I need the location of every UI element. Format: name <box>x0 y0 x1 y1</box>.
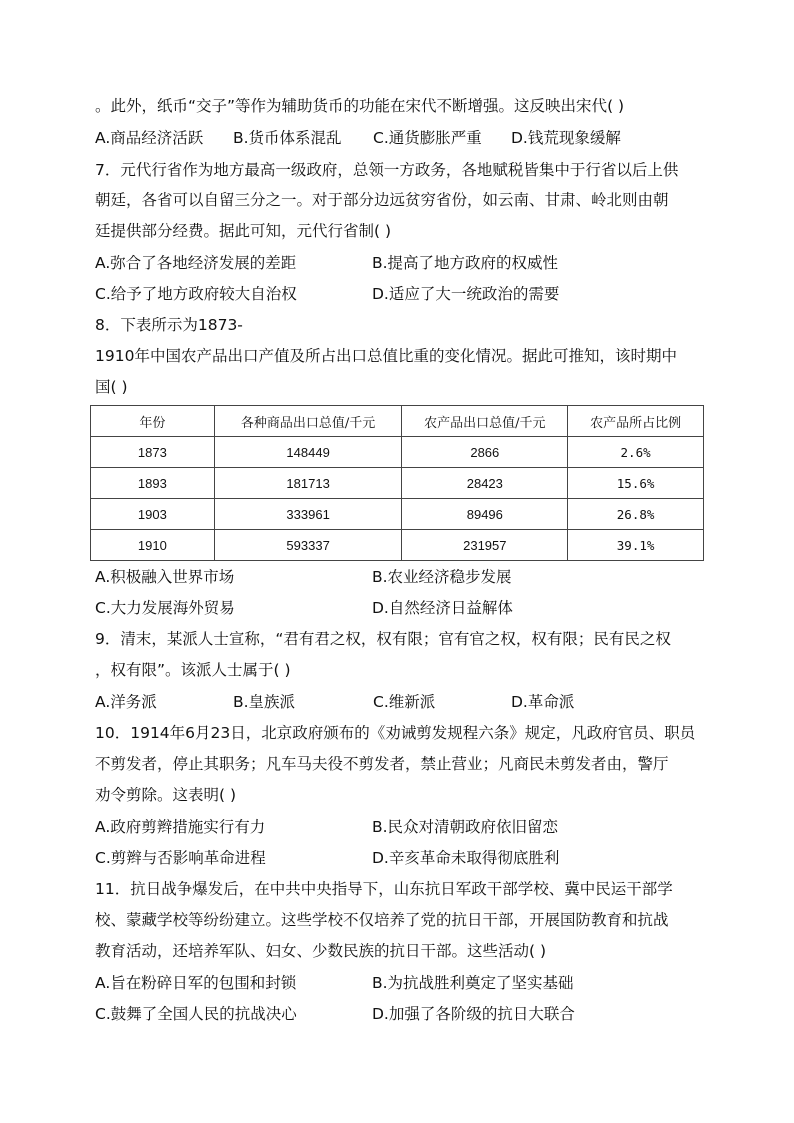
q6-option-b: B.货币体系混乱 <box>233 129 342 147</box>
table-cell-agri: 89496 <box>402 499 568 530</box>
q7-stem-line-3: 廷提供部分经费。据此可知，元代行省制( ) <box>95 222 392 240</box>
table-cell-year: 1893 <box>91 468 215 499</box>
q7-stem-line-1: 7．元代行省作为地方最高一级政府，总领一方政务，各地赋税皆集中于行省以后上供 <box>95 161 679 179</box>
q8-stem-line-1: 8．下表所示为1873- <box>95 316 243 334</box>
table-cell-total: 333961 <box>214 499 402 530</box>
q6-stem-tail: 。此外，纸币“交子”等作为辅助货币的功能在宋代不断增强。这反映出宋代( ) <box>95 97 625 115</box>
table-cell-share: 2.6% <box>568 437 704 468</box>
q11-stem-line-2: 校、蒙藏学校等纷纷建立。这些学校不仅培养了党的抗日干部，开展国防教育和抗战 <box>95 911 669 929</box>
q7-option-a: A.弥合了各地经济发展的差距 <box>95 254 297 272</box>
q10-option-c: C.剪辫与否影响革命进程 <box>95 849 266 867</box>
q7-option-b: B.提高了地方政府的权威性 <box>372 254 559 272</box>
q9-option-c: C.维新派 <box>373 693 436 711</box>
q10-stem-line-3: 劝令剪除。这表明( ) <box>95 786 237 804</box>
q10-stem-line-1: 10．1914年6月23日，北京政府颁布的《劝诫剪发规程六条》规定，凡政府官员、职员 <box>95 724 696 742</box>
table-cell-share: 39.1% <box>568 530 704 561</box>
table-cell-year: 1903 <box>91 499 215 530</box>
q11-stem-line-3: 教育活动，还培养军队、妇女、少数民族的抗日干部。这些活动( ) <box>95 942 547 960</box>
table-cell-agri: 231957 <box>402 530 568 561</box>
q8-option-c: C.大力发展海外贸易 <box>95 599 235 617</box>
q6-option-d: D.钱荒现象缓解 <box>511 129 621 147</box>
q6-option-a: A.商品经济活跃 <box>95 129 204 147</box>
q6-option-c: C.通货膨胀严重 <box>373 129 482 147</box>
table-cell-year: 1910 <box>91 530 215 561</box>
table-header-agri-share: 农产品所占比例 <box>568 406 704 437</box>
q8-option-d: D.自然经济日益解体 <box>372 599 513 617</box>
q9-option-d: D.革命派 <box>511 693 575 711</box>
q8-option-a: A.积极融入世界市场 <box>95 568 235 586</box>
table-cell-total: 593337 <box>214 530 402 561</box>
q11-option-d: D.加强了各阶级的抗日大联合 <box>372 1005 575 1023</box>
q8-stem-line-2: 1910年中国农产品出口产值及所占出口总值比重的变化情况。据此可推知，该时期中 <box>95 347 677 365</box>
q10-option-b: B.民众对清朝政府依旧留恋 <box>372 818 559 836</box>
q9-stem-line-1: 9．清末，某派人士宣称，“君有君之权，权有限；官有官之权，权有限；民有民之权 <box>95 630 671 648</box>
table-cell-total: 148449 <box>214 437 402 468</box>
export-data-table <box>90 405 704 561</box>
q7-option-d: D.适应了大一统政治的需要 <box>372 285 560 303</box>
table-row <box>91 437 704 468</box>
table-header-total-export: 各种商品出口总值/千元 <box>214 406 402 437</box>
table-cell-agri: 2866 <box>402 437 568 468</box>
table-cell-agri: 28423 <box>402 468 568 499</box>
q7-option-c: C.给予了地方政府较大自治权 <box>95 285 297 303</box>
q8-option-b: B.农业经济稳步发展 <box>372 568 512 586</box>
q11-option-a: A.旨在粉碎日军的包围和封锁 <box>95 974 297 992</box>
table-cell-share: 15.6% <box>568 468 704 499</box>
table-cell-share: 26.8% <box>568 499 704 530</box>
q11-option-c: C.鼓舞了全国人民的抗战决心 <box>95 1005 297 1023</box>
q9-option-a: A.洋务派 <box>95 693 157 711</box>
q10-option-a: A.政府剪辫措施实行有力 <box>95 818 266 836</box>
q9-option-b: B.皇族派 <box>233 693 296 711</box>
table-cell-total: 181713 <box>214 468 402 499</box>
q11-option-b: B.为抗战胜利奠定了坚实基础 <box>372 974 574 992</box>
q7-stem-line-2: 朝廷，各省可以自留三分之一。对于部分边远贫穷省份，如云南、甘肃、岭北则由朝 <box>95 191 669 209</box>
table-row <box>91 530 704 561</box>
q10-option-d: D.辛亥革命未取得彻底胜利 <box>372 849 560 867</box>
q8-stem-line-3: 国( ) <box>95 378 128 396</box>
table-header-year: 年份 <box>91 406 215 437</box>
table-header-agri-export: 农产品出口总值/千元 <box>402 406 568 437</box>
table-row <box>91 499 704 530</box>
q11-stem-line-1: 11．抗日战争爆发后，在中共中央指导下，山东抗日军政干部学校、冀中民运干部学 <box>95 880 673 898</box>
table-row <box>91 468 704 499</box>
q9-stem-line-2: ，权有限”。该派人士属于( ) <box>95 661 291 679</box>
q10-stem-line-2: 不剪发者，停止其职务；凡车马夫役不剪发者，禁止营业；凡商民未剪发者由，警厅 <box>95 755 669 773</box>
table-cell-year: 1873 <box>91 437 215 468</box>
table-header-row <box>91 406 704 437</box>
